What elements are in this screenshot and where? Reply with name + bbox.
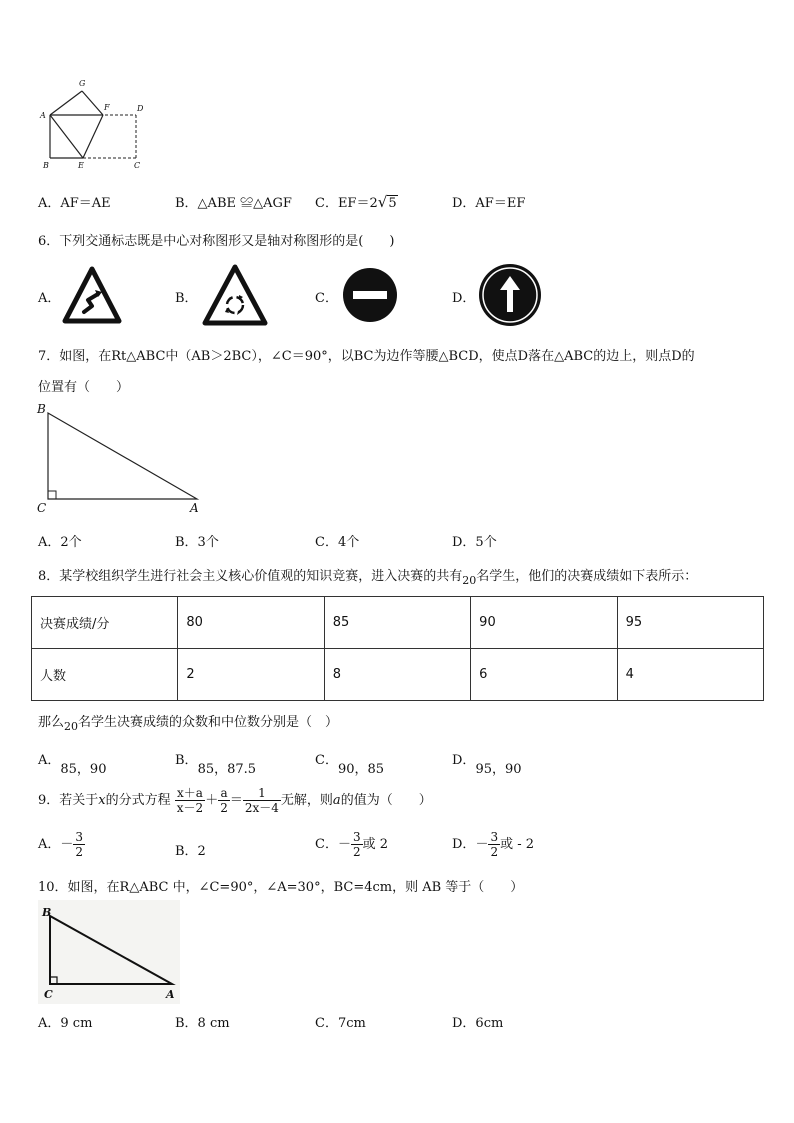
q9-fraction-3: $\frac{1}{2x-4}$ — [244, 786, 279, 815]
q5-label-A: A — [40, 111, 46, 120]
q9-option-c-fraction: $\frac{3}{2}$ — [352, 830, 361, 859]
table-cell: 决赛成绩/分 — [32, 597, 178, 649]
q8-stem-pre: 8．某学校组织学生进行社会主义核心价值观的知识竞赛，进入决赛的共有 — [38, 569, 463, 584]
q9-stem-mid: 的分式方程 — [105, 793, 171, 808]
table-cell: 人数 — [32, 649, 178, 701]
q6-option-c[interactable]: C． — [315, 291, 338, 306]
q6-option-d[interactable]: D． — [452, 291, 476, 306]
table-row — [32, 597, 764, 649]
q5-label-E: E — [78, 161, 84, 170]
no-entry-sign-icon[interactable] — [341, 266, 399, 324]
table-cell: 95 — [617, 597, 763, 649]
straight-ahead-sign-icon[interactable] — [477, 262, 543, 328]
sqrt-icon: √ — [377, 193, 388, 211]
q10-option-a[interactable]: A．9 cm — [38, 1016, 93, 1031]
q9-stem-post1: 无解，则 — [280, 793, 333, 808]
q5-option-c[interactable] — [315, 192, 398, 211]
q7-stem-line2: 位置有（ ） — [38, 380, 130, 395]
q7-label-A: A — [190, 501, 199, 515]
table-cell: 80 — [178, 597, 324, 649]
q9-option-a[interactable] — [38, 830, 85, 859]
q8-option-b-value: 85，87.5 — [197, 762, 257, 777]
q9-equals: ＝ — [229, 793, 243, 808]
table-cell: 6 — [471, 649, 617, 701]
table-cell: 8 — [324, 649, 470, 701]
q7-stem-line1: 7．如图，在Rt△ABC中（AB＞2BC），∠C＝90°，以BC为边作等腰△BCD，使点D落在△ABC的边上，则点D的 — [38, 349, 695, 364]
q9-option-d-fraction: $\frac{3}{2}$ — [490, 830, 499, 859]
q7-label-C: C — [37, 501, 47, 515]
q8-score-table — [31, 596, 764, 701]
q9-option-c-label: C． — [315, 837, 338, 852]
q9-stem-pre: 9．若关于 — [38, 793, 99, 808]
q5-option-c-radicand: 5 — [388, 196, 397, 211]
q8-stem-post: 名学生，他们的决赛成绩如下表所示： — [476, 569, 698, 584]
q5-label-B: B — [43, 161, 49, 170]
q7-triangle-figure — [34, 400, 206, 518]
q10-label-A: A — [166, 988, 175, 1001]
q5-geometry-figure — [36, 76, 148, 172]
q8-followup — [38, 711, 339, 733]
q5-label-C: C — [134, 161, 141, 170]
q10-label-B: B — [42, 906, 52, 919]
q9-stem — [38, 786, 432, 815]
q9-option-c[interactable] — [315, 830, 388, 859]
q7-option-b[interactable]: B．3个 — [175, 535, 219, 550]
q5-option-c-prefix: C．EF＝ — [315, 196, 370, 211]
q9-option-c-post: 或 2 — [362, 837, 389, 852]
q8-follow-num: 20 — [64, 720, 79, 733]
q10-stem: 10．如图，在R△ABC 中，∠C=90°，∠A=30°，BC=4cm，则 AB 等于（ ） — [38, 880, 524, 895]
q10-option-d[interactable]: D．6cm — [452, 1016, 504, 1031]
roundabout-sign-icon[interactable] — [202, 264, 268, 326]
q8-stem-num: 20 — [462, 574, 477, 587]
q9-plus: ＋ — [205, 793, 219, 808]
q7-label-B: B — [37, 402, 46, 416]
table-row — [32, 649, 764, 701]
q5-label-F: F — [104, 103, 110, 112]
q6-option-b[interactable]: B． — [175, 291, 198, 306]
q10-triangle-figure — [38, 900, 180, 1004]
q9-option-c-sign: － — [337, 837, 351, 852]
q8-option-d-label: D． — [452, 753, 476, 768]
q8-option-c[interactable] — [315, 753, 385, 777]
q6-option-a[interactable]: A． — [38, 291, 61, 306]
q10-option-b[interactable]: B．8 cm — [175, 1016, 230, 1031]
q5-option-a[interactable]: A．AF＝AE — [38, 196, 111, 211]
q9-option-d-label: D． — [452, 837, 476, 852]
q8-follow-post: 名学生决赛成绩的众数和中位数分别是（ ） — [78, 715, 339, 730]
table-cell: 90 — [471, 597, 617, 649]
q5-label-G: G — [79, 79, 86, 88]
q7-option-d[interactable]: D．5个 — [452, 535, 497, 550]
q8-option-b-label: B． — [175, 753, 198, 768]
q9-fraction-2: $\frac{a}{2}$ — [220, 786, 228, 815]
winding-road-sign-icon[interactable] — [62, 266, 122, 324]
q8-option-c-label: C． — [315, 753, 338, 768]
q8-follow-pre: 那么 — [38, 715, 65, 730]
table-cell: 4 — [617, 649, 763, 701]
q10-option-c[interactable]: C．7cm — [315, 1016, 366, 1031]
q5-option-d[interactable]: D．AF＝EF — [452, 196, 526, 211]
q9-option-d-sign: － — [475, 837, 489, 852]
q8-option-d-value: 95，90 — [475, 762, 522, 777]
q5-option-c-coef: 2 — [369, 196, 378, 211]
q8-option-c-value: 90，85 — [337, 762, 385, 777]
q9-option-a-sign: － — [60, 837, 74, 852]
q5-option-b[interactable]: B．△ABE ≌△AGF — [175, 196, 292, 211]
q9-var-x: x — [98, 793, 106, 808]
q9-option-a-label: A． — [38, 837, 61, 852]
q8-option-b[interactable] — [175, 753, 257, 777]
q9-option-a-fraction: $\frac{3}{2}$ — [75, 830, 84, 859]
q7-option-a[interactable]: A．2个 — [38, 535, 82, 550]
q9-stem-post2: 的值为（ ） — [340, 793, 432, 808]
q8-option-a-value: 85，90 — [60, 762, 107, 777]
q5-label-D: D — [137, 104, 144, 113]
table-cell: 2 — [178, 649, 324, 701]
q9-option-b[interactable]: B．2 — [175, 844, 206, 859]
q7-option-c[interactable]: C．4个 — [315, 535, 360, 550]
q9-option-d[interactable] — [452, 830, 534, 859]
q8-option-a-label: A． — [38, 753, 61, 768]
q10-label-C: C — [44, 988, 53, 1001]
q9-option-d-post: 或 - 2 — [500, 837, 535, 852]
q8-stem — [38, 565, 698, 587]
q6-stem: 6．下列交通标志既是中心对称图形又是轴对称图形的是( ) — [38, 234, 395, 249]
table-cell: 85 — [324, 597, 470, 649]
q8-option-d[interactable] — [452, 753, 522, 777]
q9-fraction-1: $\frac{x+a}{x-2}$ — [176, 786, 204, 815]
q8-option-a[interactable] — [38, 753, 107, 777]
q9-var-a: a — [332, 793, 341, 808]
